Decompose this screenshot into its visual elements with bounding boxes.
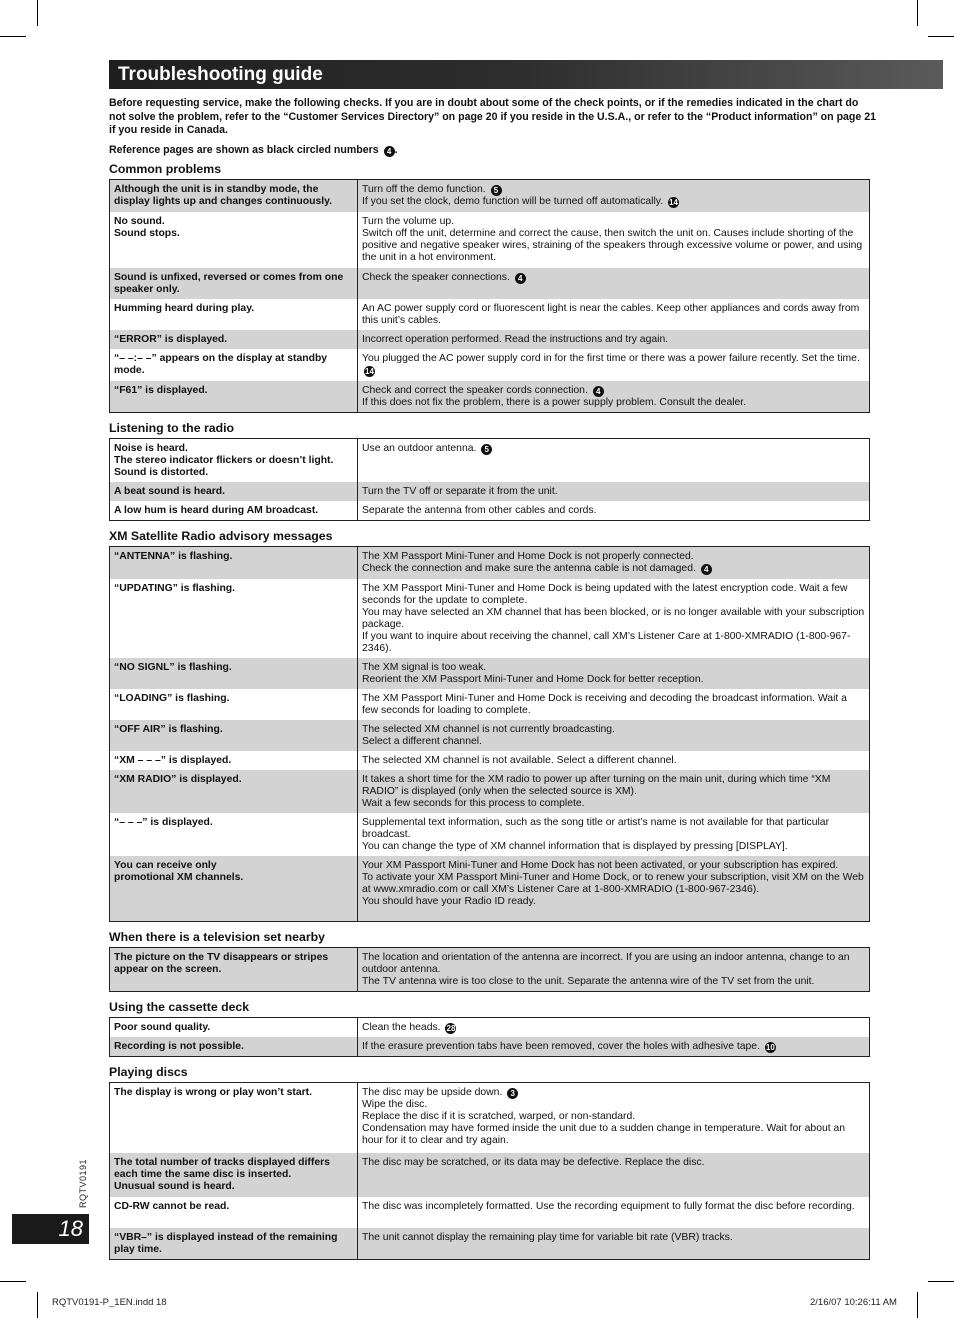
remedy-text: Check and correct the speaker cords connection. (362, 384, 588, 396)
crop-mark (917, 1292, 918, 1318)
remedy-cell (358, 689, 870, 720)
remedy-cell (358, 720, 870, 751)
intro-text: Before requesting service, make the following checks. If you are in doubt about some of the check points, or if the remedies indicated in the chart do not solve the problem, refer to the “Customer Services Directory” on page 20 if you reside in the U.S.A., or refer to the “Product information” on page 21 if you reside in Canada. (109, 97, 877, 136)
table-row (110, 547, 870, 579)
table-row (110, 720, 870, 751)
table-when-there-is-a-television-set-nearby (109, 947, 870, 992)
table-row (110, 482, 870, 501)
remedy-text: The location and orientation of the antenna are incorrect. If you are using an indoor antenna, change to an outdoor antenna. The TV antenna wire is too close to the unit. Separate the antenna wire of the TV set from the unit. (362, 952, 850, 987)
footer-timestamp: 2/16/07 10:26:11 AM (810, 1297, 897, 1308)
reference-note-text: Reference pages are shown as black circled numbers (109, 143, 379, 156)
problem-cell: “XM – – –” is displayed. (110, 751, 358, 770)
remedy-text: Wipe the disc. Replace the disc if it is scratched, warped, or non-standard. Condensation may have formed inside the unit due to a sudden change in temperature. Wait for about an hour for it to clear and try again. (362, 1099, 846, 1146)
circled-number-icon: 5 (491, 185, 502, 196)
remedy-text: It takes a short time for the XM radio to power up after turning on the main unit, during which time “XM RADIO” is displayed (only when the selected source is XM). Wait a few seconds for this process to complete. (362, 773, 831, 809)
section-title-when-there-is-a-television-set-nearby: When there is a television set nearby (109, 930, 325, 944)
section-title-listening-to-the-radio: Listening to the radio (109, 420, 235, 435)
problem-cell: A beat sound is heard. (110, 482, 358, 501)
table-listening-to-the-radio (109, 438, 870, 522)
footer-file: RQTV0191-P_1EN.indd 18 (52, 1297, 167, 1308)
page-title: Troubleshooting guide (118, 64, 323, 85)
section-title-using-the-cassette-deck: Using the cassette deck (109, 1000, 250, 1014)
crop-mark (917, 0, 918, 26)
table-row (110, 1228, 870, 1260)
circled-number-icon: 28 (446, 1024, 456, 1033)
remedy-text: Separate the antenna from other cables and cords. (362, 505, 597, 516)
table-row (110, 813, 870, 856)
remedy-cell (358, 1037, 870, 1057)
remedy-cell (358, 299, 870, 330)
circled-number-icon: 5 (481, 444, 492, 455)
remedy-cell (358, 751, 870, 770)
remedy-text: Incorrect operation performed. Read the instructions and try again. (362, 333, 669, 345)
table-row (110, 1197, 870, 1228)
table-row (110, 856, 870, 922)
remedy-text: Turn the volume up. Switch off the unit, determine and correct the cause, then switch the unit on. Causes include shorting of the positive and negative speaker wires, straining of the speakers through excessive volume or power, and using the unit in a hot environment. (362, 215, 863, 263)
circled-number-icon: 4 (384, 146, 395, 157)
remedy-text: Check the speaker connections. (362, 271, 510, 283)
remedy-cell (358, 547, 870, 579)
remedy-cell (358, 212, 870, 268)
intro (109, 97, 877, 163)
problem-cell: “– –:– –” appears on the display at standby mode. (110, 349, 358, 381)
problem-cell: A low hum is heard during AM broadcast. (110, 501, 358, 521)
crop-mark (928, 36, 954, 37)
remedy-cell (358, 856, 870, 922)
table-using-the-cassette-deck (109, 1017, 870, 1057)
remedy-cell (358, 1197, 870, 1228)
table-row (110, 689, 870, 720)
remedy-cell (358, 482, 870, 501)
remedy-cell (358, 501, 870, 521)
remedy-cell (358, 579, 870, 658)
table-row (110, 381, 870, 413)
title-bar (109, 60, 943, 89)
section-title-playing-discs: Playing discs (109, 1065, 188, 1079)
remedy-text: The disc was incompletely formatted. Use the recording equipment to fully format the disc before recording. (362, 1200, 855, 1212)
table-row (110, 1018, 870, 1038)
circled-number-icon: 4 (515, 273, 526, 284)
problem-cell: The picture on the TV disappears or stripes appear on the screen. (110, 948, 358, 992)
table-row (110, 349, 870, 381)
remedy-text: An AC power supply cord or fluorescent light is near the cables. Keep other appliances and cords away from this unit’s cables. (362, 302, 860, 326)
crop-mark (37, 1292, 38, 1318)
table-xm-satellite-radio-advisory-messages (109, 546, 870, 922)
problem-cell: “OFF AIR” is flashing. (110, 720, 358, 751)
remedy-cell (358, 813, 870, 856)
page-number-box (12, 1214, 89, 1244)
table-row (110, 268, 870, 299)
remedy-cell (358, 438, 870, 482)
remedy-text: If you set the clock, demo function will be turned off automatically. (362, 196, 664, 207)
circled-number-icon: 3 (507, 1088, 518, 1099)
circled-number-icon: 4 (593, 386, 604, 397)
table-row (110, 1083, 870, 1153)
circled-number-icon: 14 (669, 198, 678, 207)
table-row (110, 658, 870, 689)
table-row (110, 1153, 870, 1197)
table-common-problems (109, 179, 870, 413)
problem-cell: Sound is unfixed, reversed or comes from one speaker only. (110, 268, 358, 299)
remedy-text: If this does not fix the problem, there is a power supply problem. Consult the dealer. (362, 396, 747, 408)
remedy-cell (358, 770, 870, 813)
remedy-text: The disc may be scratched, or its data may be defective. Replace the disc. (362, 1156, 705, 1168)
remedy-cell (358, 1153, 870, 1197)
document-code: RQTV0191 (78, 1158, 88, 1208)
remedy-text: The XM Passport Mini-Tuner and Home Dock is receiving and decoding the broadcast information. Wait a few seconds for loading to complete. (362, 692, 847, 716)
remedy-cell (358, 1083, 870, 1153)
table-row (110, 180, 870, 212)
problem-cell: Noise is heard. The stereo indicator flickers or doesn’t light. Sound is distorted. (110, 438, 358, 482)
problem-cell: CD-RW cannot be read. (110, 1197, 358, 1228)
remedy-text: The unit cannot display the remaining play time for variable bit rate (VBR) tracks. (362, 1231, 733, 1243)
table-row (110, 579, 870, 658)
remedy-text: The selected XM channel is not currently broadcasting. Select a different channel. (362, 723, 615, 747)
table-row (110, 948, 870, 992)
problem-cell: Poor sound quality. (110, 1018, 358, 1038)
table-row (110, 212, 870, 268)
table-playing-discs (109, 1082, 870, 1260)
remedy-text: If the erasure prevention tabs have been removed, cover the holes with adhesive tape. (362, 1041, 760, 1052)
remedy-cell (358, 330, 870, 349)
troubleshooting-content (109, 162, 870, 1268)
remedy-cell (358, 658, 870, 689)
problem-cell: “F61” is displayed. (110, 381, 358, 413)
problem-cell: The display is wrong or play won’t start. (110, 1083, 358, 1153)
table-row (110, 1037, 870, 1057)
remedy-text: The disc may be upside down. (362, 1087, 503, 1098)
remedy-cell (358, 1018, 870, 1038)
circled-number-icon: 10 (765, 1043, 775, 1052)
problem-cell: “ERROR” is displayed. (110, 330, 358, 349)
remedy-text: Your XM Passport Mini-Tuner and Home Dock has not been activated, or your subscription has expired. To activate your XM Passport Mini-Tuner and Home Dock, or to renew your subscription, visit XM on the Web at www.xmradio.com or call XM’s Listener Care at 1-800-XMRADIO (1-800-967-2346). You should have your Radio ID ready. (362, 859, 864, 907)
problem-cell: “– – –” is displayed. (110, 813, 358, 856)
remedy-cell (358, 349, 870, 381)
problem-cell: Recording is not possible. (110, 1037, 358, 1057)
remedy-text: Use an outdoor antenna. (362, 442, 477, 454)
problem-cell: The total number of tracks displayed differs each time the same disc is inserted. Unusual sound is heard. (110, 1153, 358, 1197)
circled-number-icon: 4 (701, 564, 712, 575)
table-row (110, 299, 870, 330)
problem-cell: Humming heard during play. (110, 299, 358, 330)
table-row (110, 751, 870, 770)
problem-cell: “VBR–” is displayed instead of the remaining play time. (110, 1228, 358, 1260)
remedy-cell (358, 381, 870, 413)
table-row (110, 438, 870, 482)
problem-cell: “LOADING” is flashing. (110, 689, 358, 720)
remedy-text: You plugged the AC power supply cord in for the first time or there was a power failure recently. Set the time. (362, 352, 860, 364)
problem-cell: “NO SIGNL” is flashing. (110, 658, 358, 689)
problem-cell: “XM RADIO” is displayed. (110, 770, 358, 813)
remedy-text: Clean the heads. (362, 1022, 441, 1033)
problem-cell: “UPDATING” is flashing. (110, 579, 358, 658)
remedy-cell (358, 948, 870, 992)
problem-cell: “ANTENNA” is flashing. (110, 547, 358, 579)
crop-mark (928, 1281, 954, 1282)
remedy-cell (358, 1228, 870, 1260)
remedy-text: The selected XM channel is not available. Select a different channel. (362, 754, 677, 766)
problem-cell: Although the unit is in standby mode, the display lights up and changes continuously. (110, 180, 358, 212)
circled-number-icon: 14 (365, 366, 374, 376)
crop-mark (0, 1281, 26, 1282)
reference-note: Reference pages are shown as black circled numbers 4 . (109, 143, 398, 156)
problem-cell: You can receive only promotional XM channels. (110, 856, 358, 922)
table-row (110, 770, 870, 813)
section-title-common-problems: Common problems (109, 162, 222, 176)
section-title-xm-satellite-radio-advisory-messages: XM Satellite Radio advisory messages (109, 529, 333, 543)
remedy-text: Turn the TV off or separate it from the unit. (362, 486, 558, 497)
page-number: 18 (58, 1216, 83, 1241)
remedy-text: Turn off the demo function. (362, 184, 486, 195)
table-row (110, 501, 870, 521)
remedy-cell (358, 180, 870, 212)
crop-mark (0, 36, 26, 37)
remedy-cell (358, 268, 870, 299)
crop-mark (37, 0, 38, 26)
table-row (110, 330, 870, 349)
remedy-text: Supplemental text information, such as the song title or artist’s name is not available for that particular broadcast. You can change the type of XM channel information that is displayed by pressing [DISPLAY]. (362, 816, 830, 852)
remedy-text: The XM signal is too weak. Reorient the XM Passport Mini-Tuner and Home Dock for better reception. (362, 661, 704, 685)
remedy-text: The XM Passport Mini-Tuner and Home Dock is not properly connected. Check the connection and make sure the antenna cable is not damaged. (362, 551, 696, 574)
problem-cell: No sound. Sound stops. (110, 212, 358, 268)
remedy-text: The XM Passport Mini-Tuner and Home Dock is being updated with the latest encryption code. Wait a few seconds for the update to complete. You may have selected an XM channel that has been blocked, or is no longer available with your subscription package. If you want to inquire about receiving the channel, call XM’s Listener Care at 1-800-XMRADIO (1-800-967-2346). (362, 582, 865, 654)
